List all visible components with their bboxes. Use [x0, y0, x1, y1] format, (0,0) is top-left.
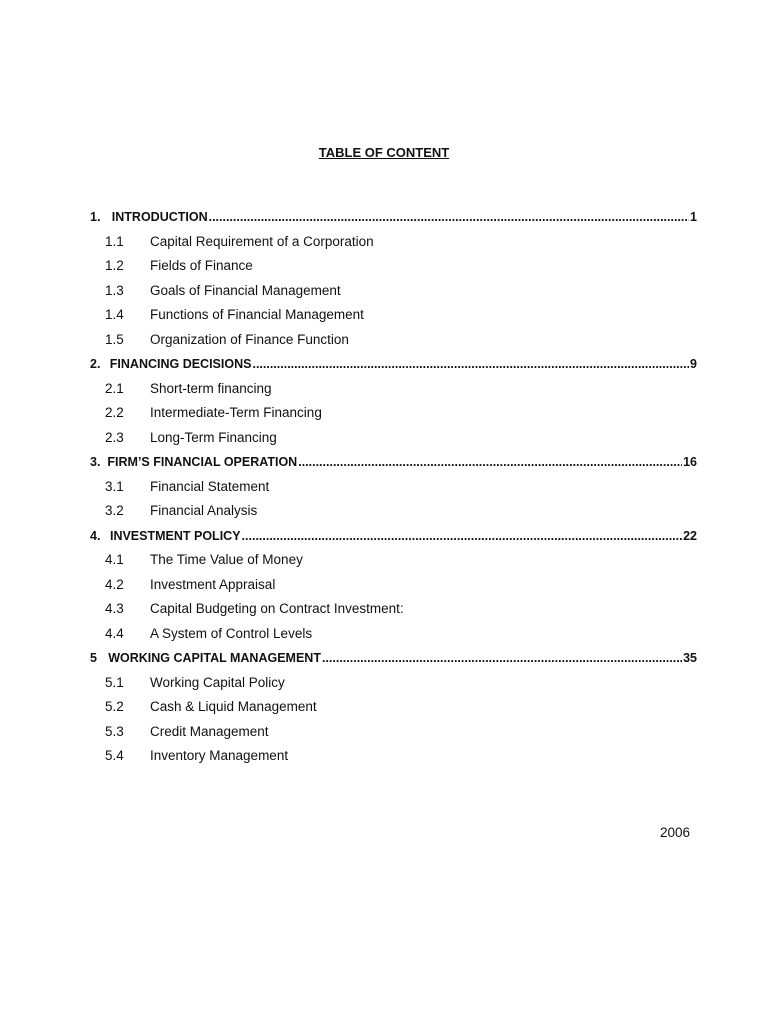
- toc-section-row: [90, 256, 697, 281]
- section-title: The Time Value of Money: [150, 552, 303, 567]
- toc-chapter-row: [90, 648, 697, 673]
- toc-chapter-row: [90, 207, 697, 232]
- toc-section-row: [90, 330, 697, 355]
- toc-section-row: [90, 599, 697, 624]
- section-title: Financial Analysis: [150, 503, 258, 518]
- dot-leader: [298, 452, 682, 472]
- chapter-title: WORKING CAPITAL MANAGEMENT: [108, 651, 321, 665]
- chapter-number: 1.: [90, 210, 101, 224]
- toc-chapter-row: [90, 452, 697, 477]
- toc-section-row: [90, 673, 697, 698]
- section-title: Credit Management: [150, 723, 269, 739]
- document-year: 2006: [660, 825, 691, 840]
- section-number: 4.1: [105, 552, 124, 567]
- section-number: 3.2: [105, 503, 124, 518]
- section-title: Goals of Financial Management: [150, 282, 341, 298]
- section-number: 1.5: [105, 331, 124, 347]
- section-number: 5.4: [105, 748, 124, 763]
- chapter-title: FIRM’S FINANCIAL OPERATION: [107, 455, 298, 469]
- section-number: 1.2: [105, 258, 124, 273]
- section-number: 2.2: [105, 405, 124, 420]
- section-number: 5.3: [105, 723, 124, 739]
- chapter-title: FINANCING DECISIONS: [109, 357, 252, 371]
- toc-section-row: [90, 477, 697, 502]
- toc-chapter-row: [90, 354, 697, 379]
- toc-heading: TABLE OF CONTENT: [318, 145, 450, 160]
- chapter-page-number: 16: [683, 455, 697, 469]
- section-title: A System of Control Levels: [150, 625, 313, 641]
- dot-leader: [242, 526, 683, 546]
- toc-section-row: [90, 403, 697, 428]
- section-title: Short-term financing: [150, 380, 272, 396]
- section-number: 4.3: [105, 601, 124, 616]
- dot-leader: [322, 648, 682, 668]
- toc-section-row: [90, 624, 697, 649]
- section-title: Investment Appraisal: [150, 576, 276, 592]
- section-title: Functions of Financial Management: [150, 307, 364, 322]
- chapter-number: 4.: [90, 528, 101, 543]
- section-number: 1.3: [105, 282, 124, 298]
- section-number: 5.2: [105, 699, 124, 714]
- section-title: Inventory Management: [150, 748, 289, 763]
- toc-section-row: [90, 722, 697, 747]
- section-number: 5.1: [105, 674, 124, 690]
- toc-section-row: [90, 305, 697, 330]
- table-of-contents: [90, 207, 697, 771]
- dot-leader: [209, 207, 689, 227]
- section-title: Fields of Finance: [150, 258, 253, 273]
- section-title: Cash & Liquid Management: [150, 699, 317, 714]
- chapter-number: 3.: [90, 455, 101, 469]
- dot-leader: [252, 354, 689, 374]
- section-title: Financial Statement: [150, 478, 270, 494]
- section-title: Organization of Finance Function: [150, 331, 349, 347]
- toc-section-row: [90, 697, 697, 722]
- section-number: 2.3: [105, 429, 124, 445]
- section-title: Long-Term Financing: [150, 429, 277, 445]
- chapter-number: 2.: [90, 357, 101, 371]
- section-title: Capital Requirement of a Corporation: [150, 233, 374, 249]
- section-number: 1.1: [105, 233, 124, 249]
- chapter-number: 5: [90, 651, 97, 665]
- chapter-page-number: 1: [690, 210, 697, 224]
- toc-section-row: [90, 379, 697, 404]
- toc-section-row: [90, 281, 697, 306]
- chapter-title: INTRODUCTION: [111, 210, 208, 224]
- section-number: 2.1: [105, 380, 124, 396]
- section-title: Intermediate-Term Financing: [150, 405, 322, 420]
- chapter-page-number: 9: [690, 357, 697, 371]
- toc-chapter-row: [90, 526, 697, 551]
- toc-section-row: [90, 501, 697, 526]
- toc-section-row: [90, 550, 697, 575]
- section-number: 4.2: [105, 576, 124, 592]
- toc-section-row: [90, 232, 697, 257]
- section-number: 3.1: [105, 478, 124, 494]
- section-title: Working Capital Policy: [150, 674, 285, 690]
- chapter-page-number: 22: [683, 528, 697, 543]
- toc-section-row: [90, 575, 697, 600]
- chapter-title: INVESTMENT POLICY: [109, 528, 241, 543]
- section-title: Capital Budgeting on Contract Investment:: [150, 601, 404, 616]
- toc-section-row: [90, 746, 697, 771]
- section-number: 4.4: [105, 625, 124, 641]
- toc-section-row: [90, 428, 697, 453]
- chapter-page-number: 35: [683, 651, 697, 665]
- section-number: 1.4: [105, 307, 124, 322]
